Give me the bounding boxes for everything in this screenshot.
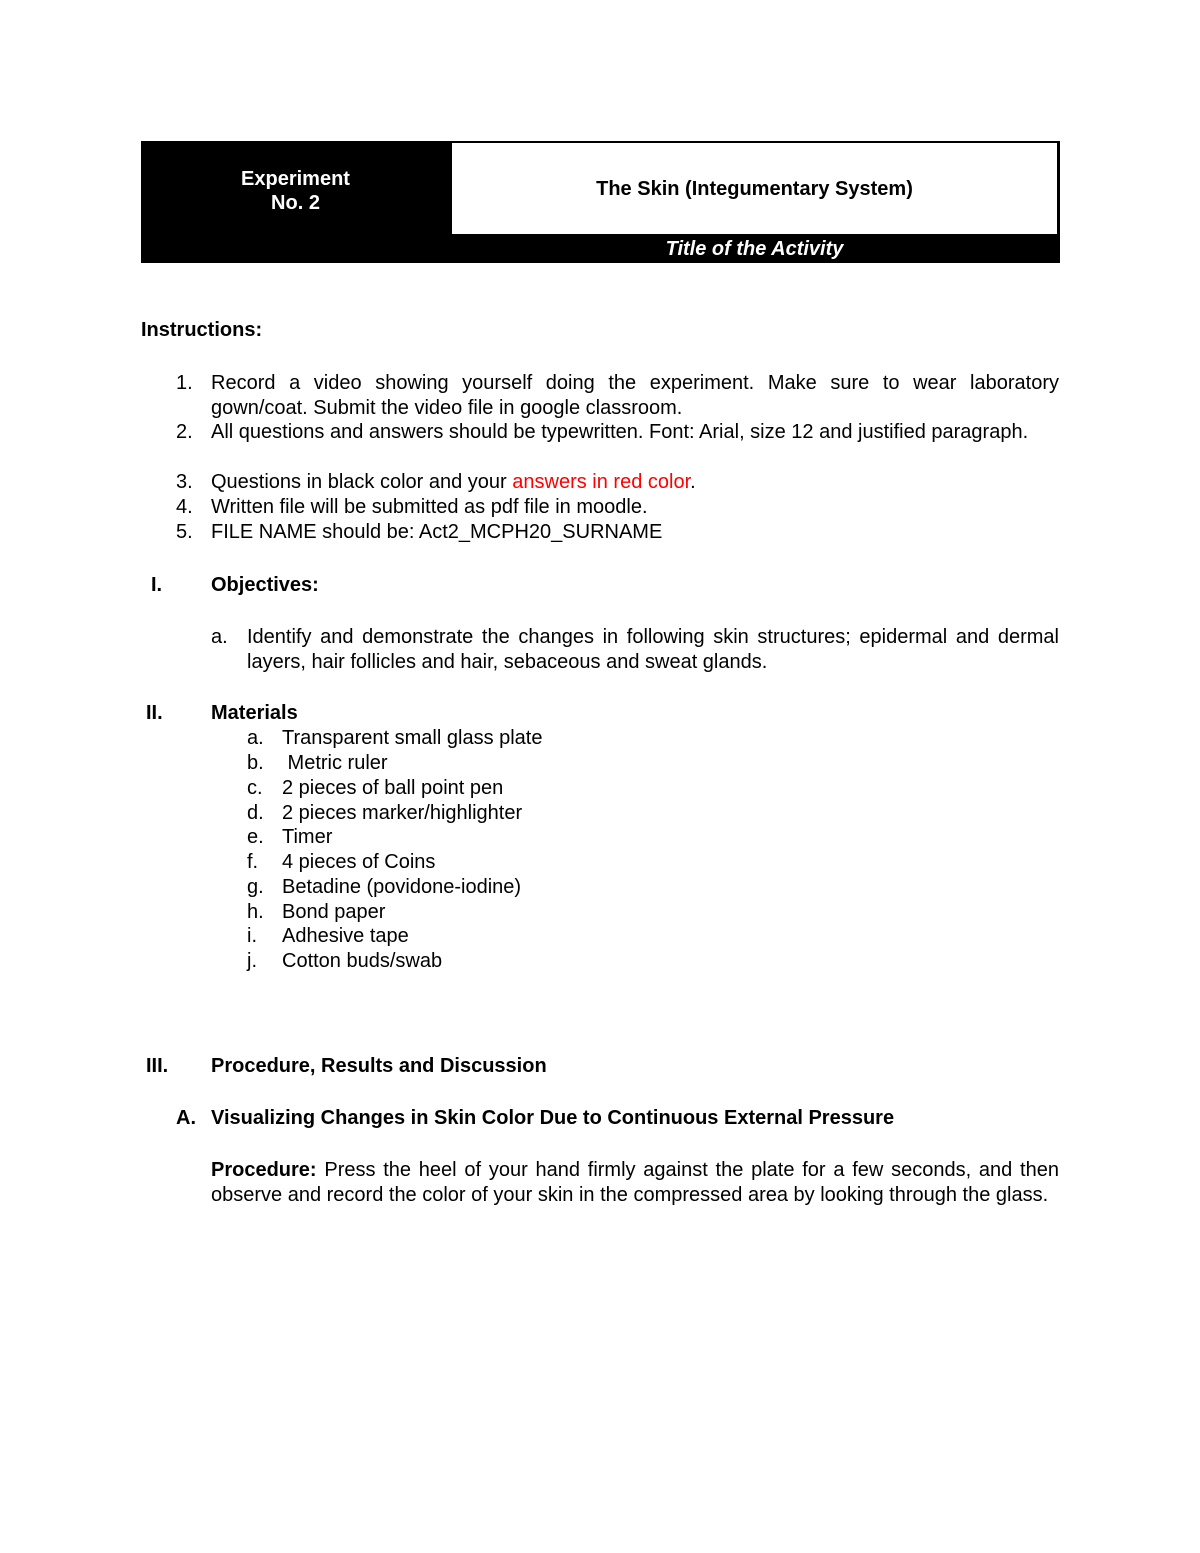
material-item: 2 pieces marker/highlighter [282,802,523,824]
instruction-item: Record a video showing yourself doing the experiment. Make sure to wear laboratory gown/coat. Submit the video file in google classroom. [211,372,1059,419]
instruction-number: 5. [176,521,193,543]
experiment-no: No. 2 [271,192,320,214]
subsection-letter: A. [176,1107,196,1129]
material-letter: j. [247,950,257,972]
material-item: 2 pieces of ball point pen [282,777,504,799]
experiment-label: Experiment [241,168,350,190]
instruction-item: All questions and answers should be typewritten. Font: Arial, size 12 and justified paragraph. [211,421,1029,443]
instruction-number: 1. [176,372,193,394]
activity-title-cell [452,143,1057,234]
procedure-text: Press the heel of your hand firmly against the plate for a few seconds, and then observe and record the color of your skin in the compressed area by looking through the glass. [211,1159,1059,1206]
material-item: 4 pieces of Coins [282,851,436,873]
instruction-number: 4. [176,496,193,518]
instruction-item: FILE NAME should be: Act2_MCPH20_SURNAME [211,521,663,543]
material-letter: d. [247,802,264,824]
material-letter: b. [247,752,264,774]
material-letter: h. [247,901,264,923]
material-item: Betadine (povidone-iodine) [282,876,522,898]
material-letter: i. [247,925,257,947]
activity-title: The Skin (Integumentary System) [596,178,913,200]
material-letter: g. [247,876,264,898]
material-item: Transparent small glass plate [282,727,543,749]
materials-heading: Materials [211,702,298,724]
material-item: Cotton buds/swab [282,950,443,972]
experiment-header [141,141,1060,263]
material-letter: a. [247,727,264,749]
material-item: Adhesive tape [282,925,409,947]
objective-item: Identify and demonstrate the changes in following skin structures; epidermal and dermal layers, hair follicles and hair, sebaceous and sweat glands. [247,626,1059,673]
procedure-label: Procedure: [211,1159,317,1181]
objectives-heading: Objectives: [211,574,319,596]
instruction-text-end: . [690,471,696,493]
instruction-number: 2. [176,421,193,443]
section-numeral: III. [146,1055,169,1077]
instruction-text: Questions in black color and your [211,471,513,493]
section-numeral: I. [151,574,163,596]
material-letter: e. [247,826,264,848]
material-item: Timer [282,826,333,848]
instruction-number: 3. [176,471,193,493]
activity-title-caption: Title of the Activity [665,238,844,260]
instruction-item: Written file will be submitted as pdf file in moodle. [211,496,648,518]
section-numeral: II. [146,702,163,724]
experiment-number [141,167,450,215]
procedure-paragraph [211,1158,1059,1208]
instruction-item [211,470,1059,495]
material-item: Metric ruler [282,752,388,774]
procedure-heading: Procedure, Results and Discussion [211,1055,547,1077]
red-answer-note: answers in red color [512,471,691,493]
instructions-heading: Instructions: [141,319,263,341]
material-letter: f. [247,851,259,873]
objective-letter: a. [211,626,228,648]
subsection-title: Visualizing Changes in Skin Color Due to Continuous External Pressure [211,1107,895,1129]
material-item: Bond paper [282,901,386,923]
material-letter: c. [247,777,263,799]
